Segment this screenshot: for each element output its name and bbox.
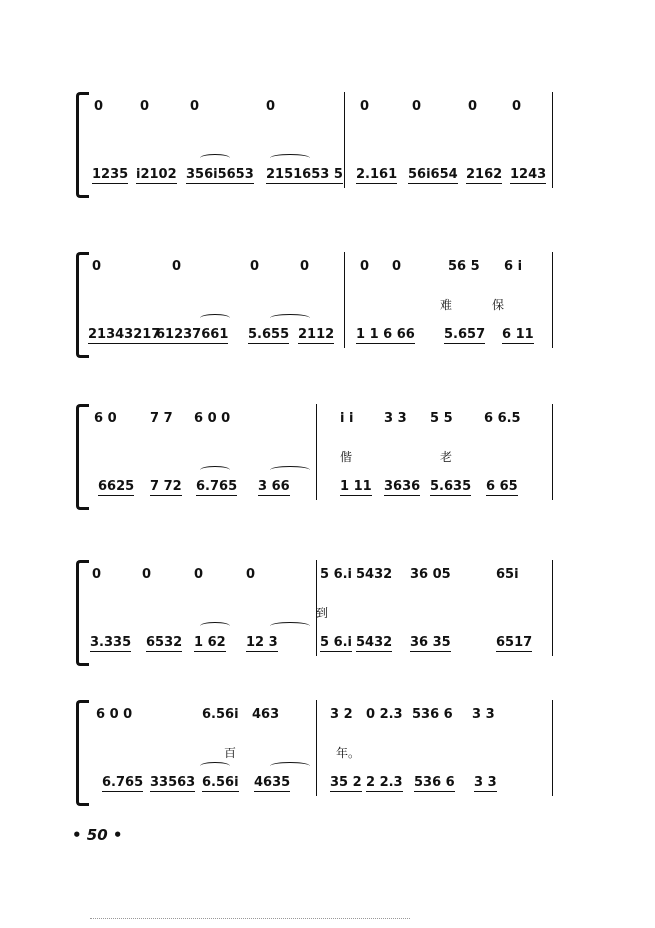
lyric-char: 难	[440, 298, 453, 312]
notation-token: 6 0 0	[194, 411, 231, 426]
notation-token: 33563	[150, 775, 196, 790]
notation-token: 1 62	[194, 635, 226, 650]
system-brace	[76, 404, 89, 510]
page-number: • 50 •	[72, 826, 123, 844]
system-brace	[76, 560, 89, 666]
notation-token: 0	[250, 259, 260, 274]
score-system	[0, 92, 655, 192]
notation-token: 6 0	[94, 411, 117, 426]
slur-mark	[200, 314, 230, 322]
notation-token: 56 5	[448, 259, 480, 274]
lyric-char: 年。	[336, 746, 361, 760]
barline	[552, 92, 553, 188]
system-brace	[76, 92, 89, 198]
notation-token: 2151653 5	[266, 167, 343, 182]
slur-mark	[270, 314, 310, 322]
slur-mark	[200, 622, 230, 630]
notation-token: 5 6.i	[320, 567, 353, 582]
notation-token: 0	[142, 567, 152, 582]
notation-token: 4635	[254, 775, 291, 790]
barline	[552, 700, 553, 796]
notation-token: 3.335	[90, 635, 132, 650]
notation-token: 0	[172, 259, 182, 274]
notation-token: 6.56i	[202, 775, 239, 790]
notation-token: 0	[94, 99, 104, 114]
notation-token: 5 6.i	[320, 635, 353, 650]
notation-token: 0	[300, 259, 310, 274]
notation-token: 3 3	[474, 775, 497, 790]
notation-token: 0	[360, 259, 370, 274]
notation-token: 35 2	[330, 775, 362, 790]
notation-token: 6625	[98, 479, 135, 494]
lyric-char: 百	[224, 746, 237, 760]
barline	[316, 404, 317, 500]
notation-token: 3 3	[384, 411, 407, 426]
notation-token: 6532	[146, 635, 183, 650]
notation-token: 2162	[466, 167, 503, 182]
score-system	[0, 700, 655, 800]
notation-token: 0	[360, 99, 370, 114]
slur-mark	[270, 466, 310, 474]
score-system	[0, 252, 655, 352]
notation-token: 5.655	[248, 327, 290, 342]
notation-token: 6 65	[486, 479, 518, 494]
notation-token: 356i5653	[186, 167, 254, 182]
notation-token: 536 6	[414, 775, 455, 790]
notation-token: 5432	[356, 567, 393, 582]
notation-token: 6.765	[196, 479, 238, 494]
notation-token: 0	[140, 99, 150, 114]
barline	[552, 560, 553, 656]
notation-token: 36 05	[410, 567, 451, 582]
lyric-char: 偕	[340, 450, 353, 464]
notation-token: 2112	[298, 327, 335, 342]
notation-token: 0 2.3	[366, 707, 403, 722]
notation-token: 6 i	[504, 259, 523, 274]
notation-token: 6.56i	[202, 707, 239, 722]
notation-token: 56i654	[408, 167, 458, 182]
slur-mark	[270, 154, 310, 162]
barline	[316, 700, 317, 796]
score-system	[0, 404, 655, 504]
notation-token: 7 72	[150, 479, 182, 494]
notation-token: 536 6	[412, 707, 453, 722]
notation-token: 0	[412, 99, 422, 114]
system-brace	[76, 700, 89, 806]
notation-token: 7 7	[150, 411, 173, 426]
score-system	[0, 560, 655, 660]
notation-token: 0	[512, 99, 522, 114]
barline	[344, 252, 345, 348]
notation-token: 1235	[92, 167, 129, 182]
notation-token: 0	[190, 99, 200, 114]
lyric-char: 保	[492, 298, 505, 312]
notation-token: 0	[194, 567, 204, 582]
notation-token: 12 3	[246, 635, 278, 650]
notation-token: 0	[468, 99, 478, 114]
lyric-char: 到	[316, 606, 329, 620]
notation-token: i2102	[136, 167, 177, 182]
notation-token: 21343217	[88, 327, 161, 342]
notation-token: 65i	[496, 567, 519, 582]
notation-token: 0	[92, 567, 102, 582]
barline	[552, 404, 553, 500]
notation-token: 2 2.3	[366, 775, 403, 790]
notation-token: 6 11	[502, 327, 534, 342]
scan-artifact-dots	[90, 916, 410, 919]
notation-token: 0	[266, 99, 276, 114]
notation-token: 2.161	[356, 167, 398, 182]
notation-token: 6517	[496, 635, 533, 650]
barline	[344, 92, 345, 188]
slur-mark	[270, 762, 310, 770]
notation-token: 61237661	[156, 327, 229, 342]
notation-token: 6.765	[102, 775, 144, 790]
slur-mark	[200, 154, 230, 162]
notation-token: 6 6.5	[484, 411, 521, 426]
notation-token: 463	[252, 707, 280, 722]
notation-token: 1 11	[340, 479, 372, 494]
lyric-char: 老	[440, 450, 453, 464]
notation-token: 3 2	[330, 707, 353, 722]
notation-token: 0	[246, 567, 256, 582]
notation-token: 3 66	[258, 479, 290, 494]
notation-token: 36 35	[410, 635, 451, 650]
notation-token: 3 3	[472, 707, 495, 722]
notation-token: 3636	[384, 479, 421, 494]
notation-token: 5 5	[430, 411, 453, 426]
notation-token: 5.657	[444, 327, 486, 342]
notation-token: 5.635	[430, 479, 472, 494]
notation-token: 0	[92, 259, 102, 274]
notation-token: i i	[340, 411, 354, 426]
slur-mark	[270, 622, 310, 630]
slur-mark	[200, 762, 230, 770]
notation-token: 1243	[510, 167, 547, 182]
notation-token: 5432	[356, 635, 393, 650]
barline	[552, 252, 553, 348]
notation-token: 6 0 0	[96, 707, 133, 722]
notation-token: 1 1 6 66	[356, 327, 415, 342]
notation-token: 0	[392, 259, 402, 274]
slur-mark	[200, 466, 230, 474]
